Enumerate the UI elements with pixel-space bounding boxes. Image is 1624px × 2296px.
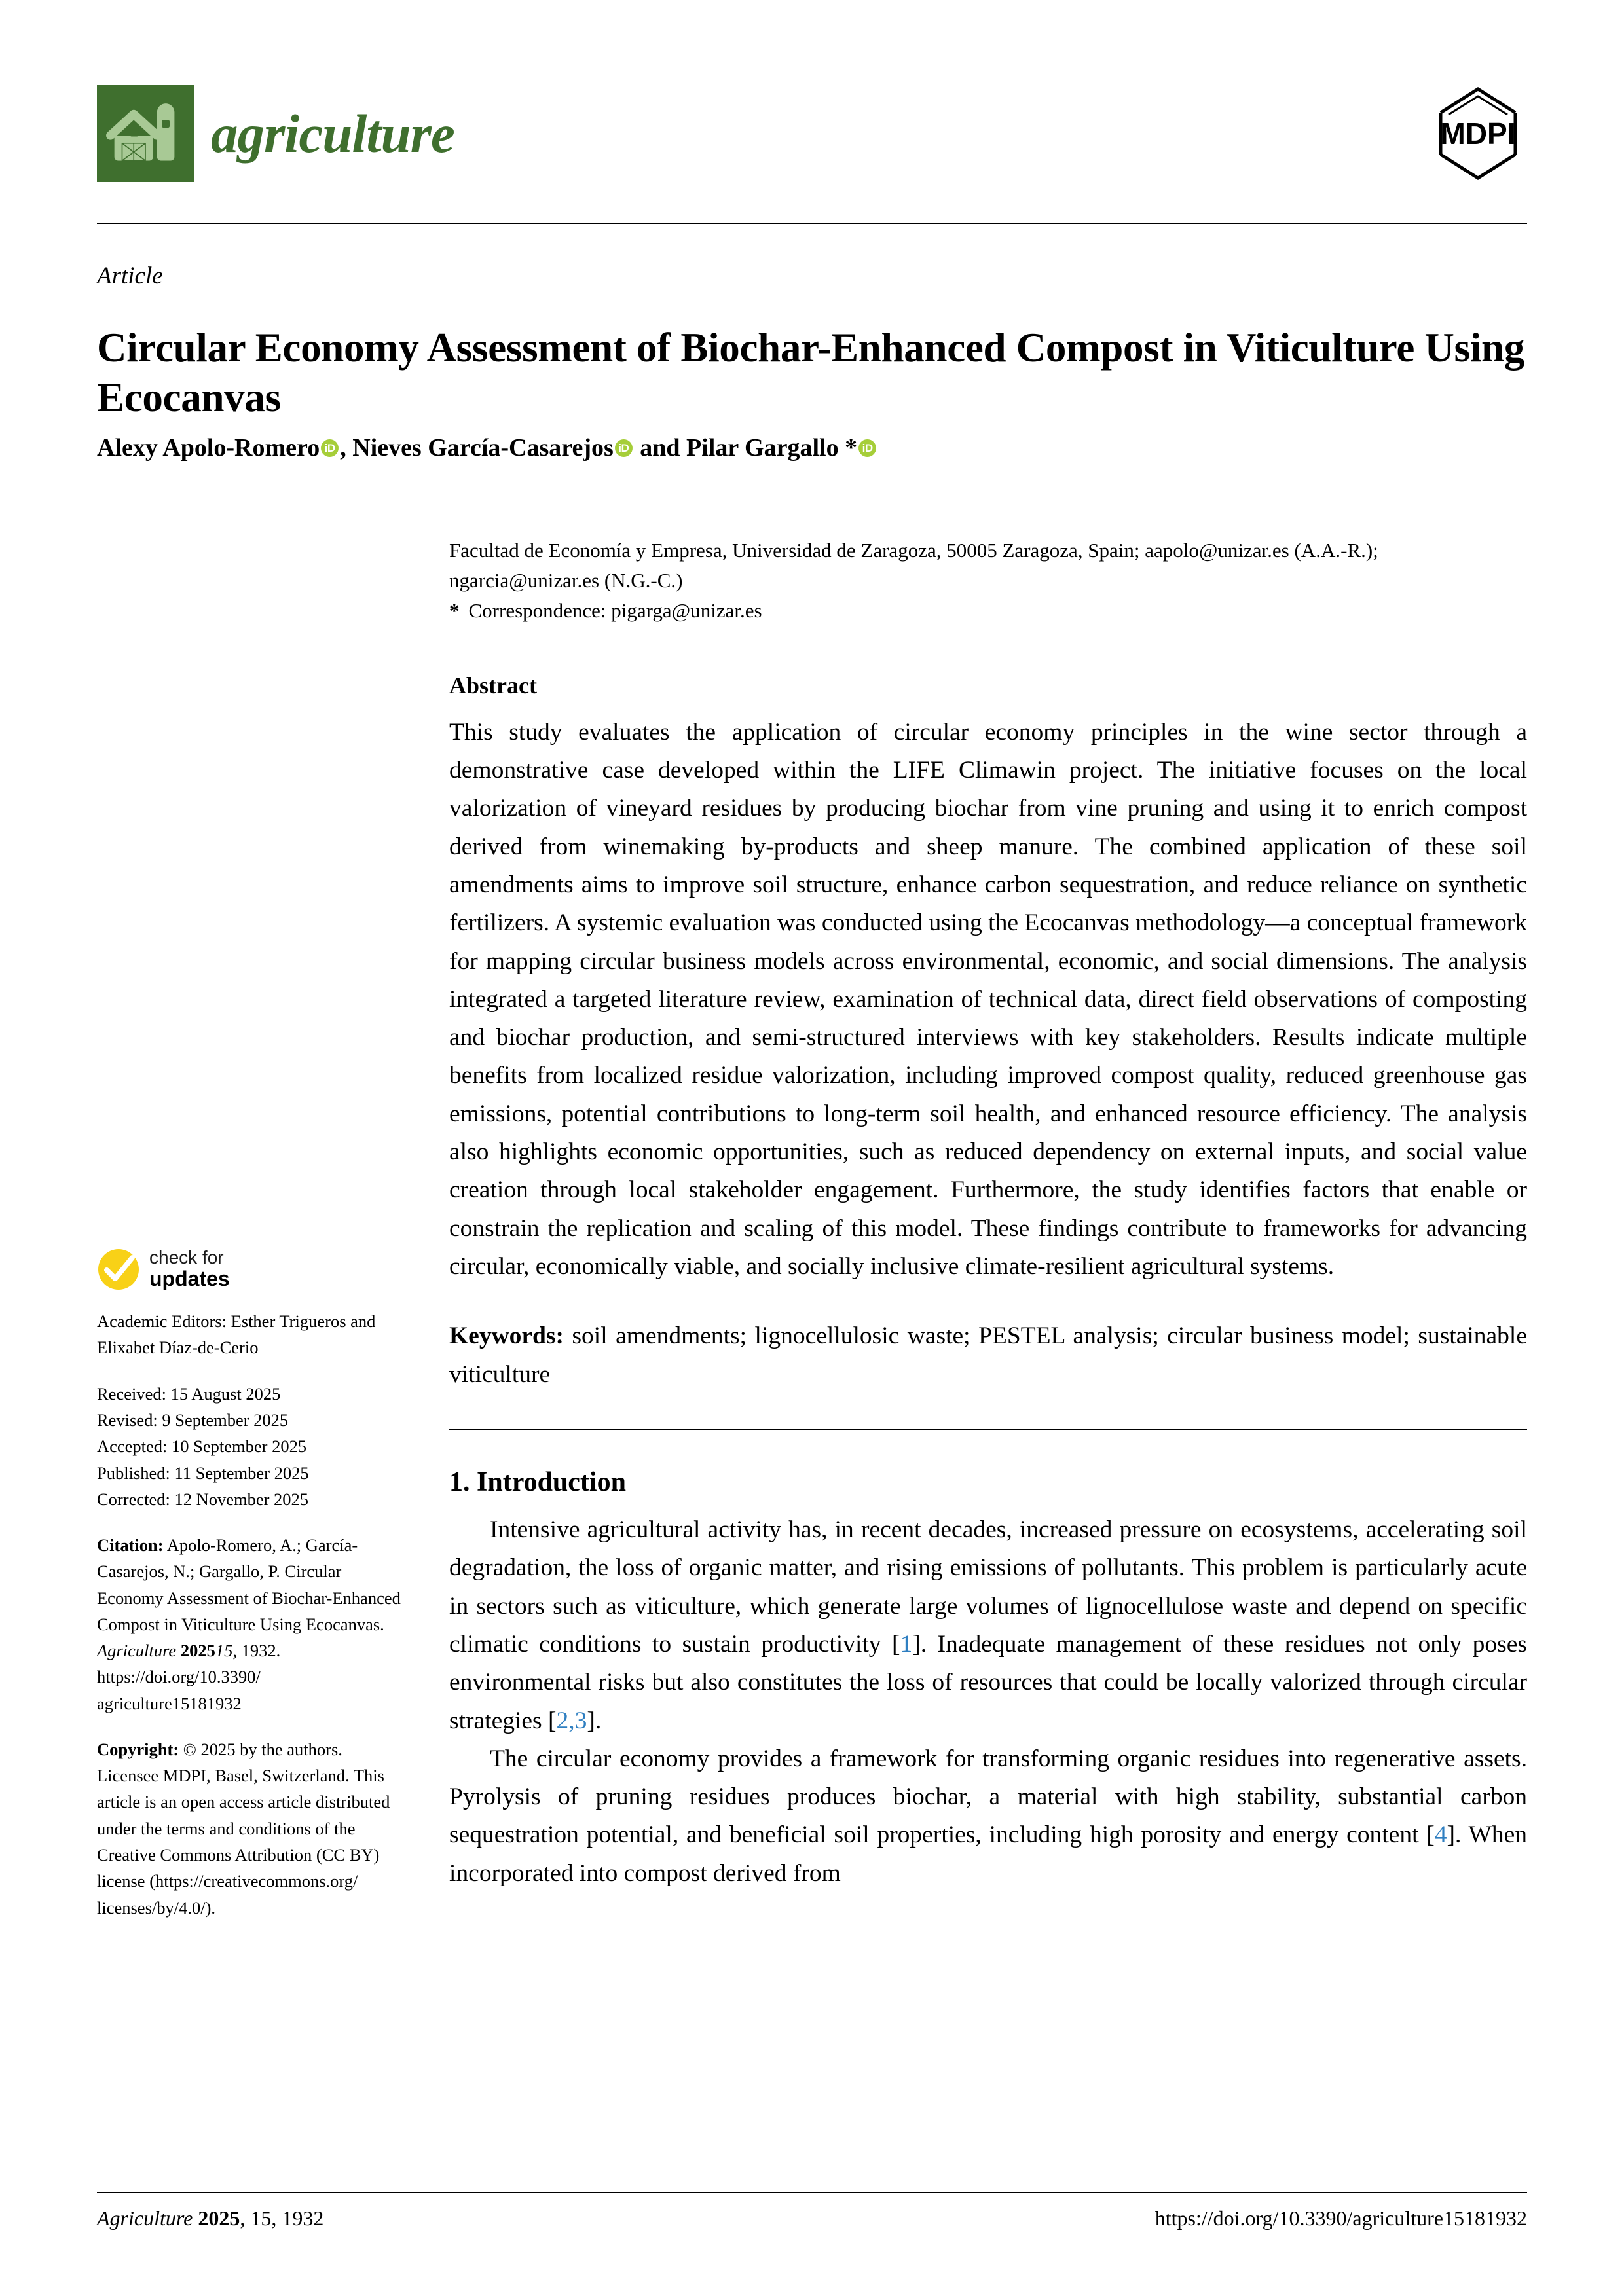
barn-silo-icon — [97, 85, 194, 182]
intro-p1-part-c: ]. — [587, 1707, 602, 1734]
footer-divider — [97, 2192, 1527, 2193]
citation-block — [97, 1532, 405, 1717]
intro-paragraph-2 — [449, 1740, 1527, 1893]
orcid-icon[interactable]: iD — [615, 439, 633, 457]
date-corrected: Corrected: 12 November 2025 — [97, 1489, 309, 1509]
copyright-block — [97, 1736, 405, 1921]
page-title: Circular Economy Assessment of Biochar-Enhanced Compost in Viticulture Using Ecocanvas — [97, 325, 1524, 420]
intro-paragraph-1 — [449, 1511, 1527, 1740]
intro-p1-part-b: ]. Inadequate management of these residues not only poses environmental risks but also constitutes the loss of resources that could be locally valorized through circular strategies [ — [449, 1630, 1527, 1734]
article-type: Article — [97, 263, 163, 289]
citation-doi-line-2[interactable]: agriculture15181932 — [97, 1693, 242, 1713]
date-accepted: Accepted: 10 September 2025 — [97, 1436, 307, 1457]
academic-editors-text: Academic Editors: Esther Trigueros and Elixabet Díaz-de-Cerio — [97, 1311, 376, 1358]
footer-volume: , 15, 1932 — [240, 2206, 324, 2230]
publication-dates-block — [97, 1381, 405, 1512]
check-for-updates-badge[interactable] — [97, 1247, 405, 1291]
cfu-line-1: check for — [149, 1247, 224, 1267]
copyright-label: Copyright: — [97, 1739, 179, 1759]
svg-text:MDPI: MDPI — [1440, 117, 1516, 151]
date-received: Received: 15 August 2025 — [97, 1383, 281, 1404]
citation-year: 2025 — [180, 1641, 215, 1661]
footer-journal: Agriculture — [97, 2206, 193, 2230]
keywords-line — [449, 1317, 1527, 1394]
citation-doi-line-1[interactable]: https://doi.org/10.3390/ — [97, 1667, 261, 1687]
page-footer — [97, 2206, 1527, 2231]
journal-logo[interactable] — [97, 85, 454, 182]
section-heading-introduction: 1. Introduction — [449, 1467, 626, 1497]
citation-text: Apolo-Romero, A.; García-Casarejos, N.; Gargallo, P. Circular Economy Assessment of Biochar-Enhanced Compost in Viticulture Using Ecocanvas. — [97, 1535, 401, 1634]
correspondence-text: Correspondence: pigarga@unizar.es — [468, 598, 762, 622]
abstract-text: This study evaluates the application of circular economy principles in the wine sector through a demonstrative case developed within the LIFE Climawin project. The initiative focuses on the local valorization of vineyard residues by producing biochar from vine pruning and using it to enrich compost derived from winemaking by-products and sheep manure. The combined application of these soil amendments aims to improve soil structure, enhance carbon sequestration, and reduce reliance on synthetic fertilizers. A systemic evaluation was conducted using the Ecocanvas methodology—a conceptual framework for mapping circular business models across environmental, economic, and social dimensions. The analysis integrated a targeted literature review, examination of technical data, direct field observations of composting and biochar production, and semi-structured interviews with key stakeholders. Results indicate multiple benefits from localized residue valorization, including improved compost quality, reduced greenhouse gas emissions, potential contributions to long-term soil health, and enhanced resource efficiency. The analysis also highlights economic opportunities, such as reduced dependency on external inputs, and social value creation through local stakeholder engagement. Furthermore, the study identifies factors that enable or constrain the replication and scaling of this model. These findings contribute to frameworks for advancing circular, economically viable, and socially inclusive climate-resilient agricultural systems. — [449, 718, 1527, 1280]
abstract-heading: Abstract — [449, 672, 537, 699]
author-list — [97, 432, 1531, 464]
cfu-line-2: updates — [149, 1267, 230, 1291]
intro-p2-part-a: The circular economy provides a framework for transforming organic residues into regenerative assets. Pyrolysis of pruning residues produces biochar, a material with high stability, substantial carbon sequestration potential, and beneficial soil properties, including high porosity and energy content [ — [449, 1745, 1527, 1849]
correspondence-line — [449, 596, 1527, 626]
affiliation: Facultad de Economía y Empresa, Universidad de Zaragoza, 50005 Zaragoza, Spain; aapolo@unizar.es (A.A.-R.); ngarcia@unizar.es (N.G.-C.) — [449, 539, 1378, 592]
header-divider — [97, 223, 1527, 224]
mdpi-logo[interactable] — [1429, 85, 1527, 182]
citation-article-number: , 1932. — [232, 1641, 281, 1661]
abstract-divider — [449, 1429, 1527, 1430]
author-1-name: Alexy Apolo-Romero — [97, 434, 320, 462]
sidebar — [97, 1247, 405, 1941]
citation-ref-1[interactable]: 1 — [900, 1630, 913, 1658]
author-2-name: , Nieves García-Casarejos — [340, 434, 614, 462]
citation-journal: Agriculture — [97, 1641, 177, 1661]
copyright-paragraph — [97, 1736, 405, 1921]
keywords-label: Keywords: — [449, 1322, 564, 1350]
journal-name: agriculture — [211, 103, 454, 164]
footer-doi[interactable]: https://doi.org/10.3390/agriculture15181932 — [1154, 2206, 1527, 2230]
footer-year: 2025 — [198, 2206, 240, 2230]
check-circle-icon — [97, 1248, 140, 1291]
citation-label: Citation: — [97, 1535, 164, 1556]
check-for-updates-label — [149, 1247, 230, 1291]
citation-ref-2-3[interactable]: 2,3 — [556, 1707, 587, 1734]
masthead — [97, 79, 1527, 196]
citation-paragraph — [97, 1532, 405, 1664]
intro-p2-part-b: ]. When incorporated into compost derived from — [449, 1821, 1527, 1887]
academic-editors-block — [97, 1308, 405, 1361]
citation-ref-4[interactable]: 4 — [1434, 1821, 1447, 1849]
citation-volume: 15 — [215, 1641, 233, 1661]
main-content-column — [449, 536, 1527, 1893]
footer-citation — [97, 2206, 323, 2231]
correspondence-marker: * — [449, 598, 460, 622]
intro-p1-part-a: Intensive agricultural activity has, in recent decades, increased pressure on ecosystems, accelerating soil degradation, the loss of organic matter, and rising emissions of pollutants. This problem is particularly acute in sectors such as viticulture, which generate large volumes of lignocellulose waste and depend on specific climatic conditions to sustain productivity [ — [449, 1516, 1527, 1658]
orcid-icon[interactable]: iD — [858, 439, 876, 457]
orcid-icon[interactable]: iD — [321, 439, 339, 457]
date-revised: Revised: 9 September 2025 — [97, 1410, 289, 1430]
copyright-text: © 2025 by the authors. Licensee MDPI, Basel, Switzerland. This article is an open access article distributed under the terms and conditions of the Creative Commons Attribution (CC BY) license (https://creativecommons.org/ licenses/by/4.0/). — [97, 1739, 390, 1918]
author-3-name: and Pilar Gargallo * — [633, 434, 858, 462]
date-published: Published: 11 September 2025 — [97, 1463, 309, 1483]
keywords-list: soil amendments; lignocellulosic waste; PESTEL analysis; circular business model; sustainable viticulture — [449, 1322, 1527, 1388]
